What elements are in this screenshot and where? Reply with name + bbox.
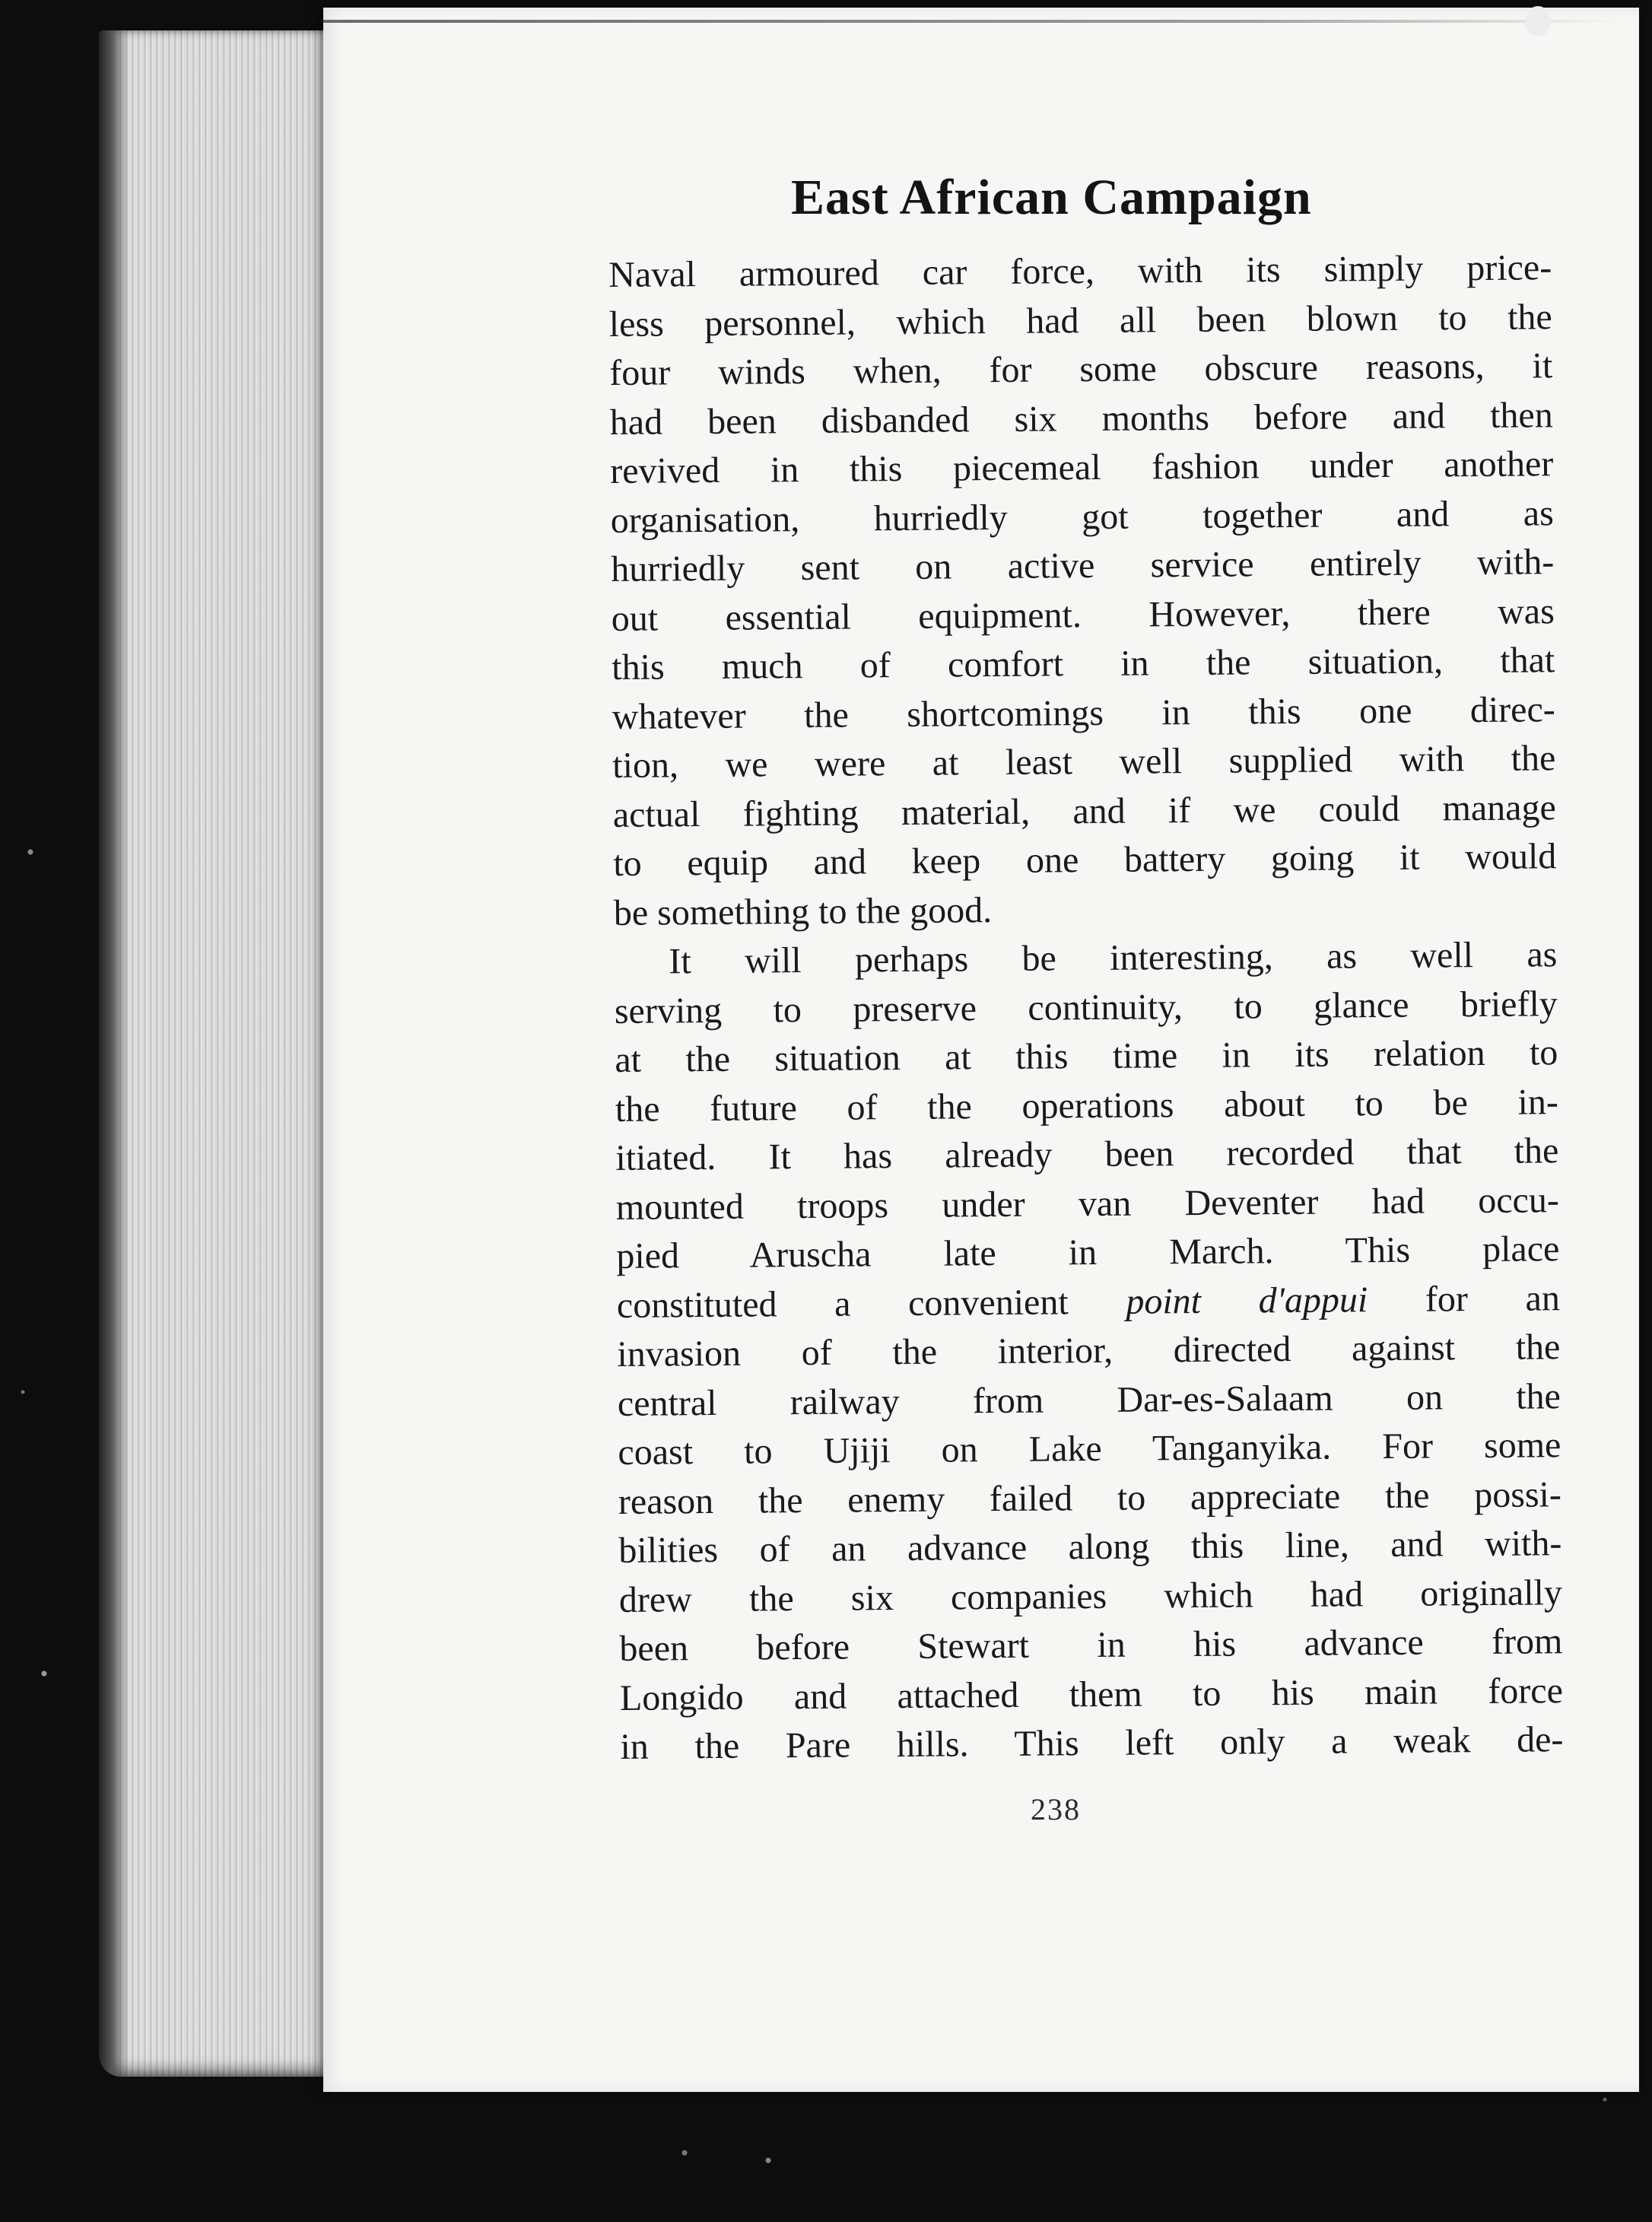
text-line: It will perhaps be interesting, as well as <box>669 934 1558 982</box>
text-line: whatever the shortcomings in this one direc- <box>612 688 1555 737</box>
text-line: at the situation at this time in its relation to <box>615 1032 1558 1080</box>
text-line: pied Aruscha late in March. This place <box>616 1229 1560 1276</box>
text-line: itiated. It has already been recorded that the <box>615 1130 1559 1178</box>
text-line: less personnel, which had all been blown to the <box>608 296 1552 345</box>
text-line: this much of comfort in the situation, that <box>612 640 1555 688</box>
text-line: Naval armoured car force, with its simply price- <box>608 247 1552 295</box>
text-line: four winds when, for some obscure reasons, it <box>609 345 1553 393</box>
text-line: hurriedly sent on active service entirely with- <box>611 542 1555 590</box>
running-head: East African Campaign <box>791 170 1312 225</box>
text-line: constituted a convenient point d'appui for an <box>616 1277 1561 1326</box>
text-line: coast to Ujiji on Lake Tanganyika. For some <box>618 1425 1561 1473</box>
text-line: reason the enemy failed to appreciate the possi- <box>618 1473 1562 1522</box>
paragraph-1 <box>608 243 1557 938</box>
text-line: revived in this piecemeal fashion under another <box>610 443 1554 491</box>
page-number: 238 <box>1031 1792 1081 1826</box>
text-line: actual fighting material, and if we could manage <box>612 787 1556 835</box>
text-line: out essential equipment. However, there was <box>611 590 1555 639</box>
page-top-edge <box>323 20 1616 23</box>
text-line: mounted troops under van Deventer had occu- <box>615 1179 1560 1228</box>
text-line: organisation, hurriedly got together and as <box>610 492 1554 541</box>
paper-blemish <box>1525 6 1551 37</box>
text-line: had been disbanded six months before and then <box>609 394 1553 443</box>
text-line: in the Pare hills. This left only a weak de- <box>620 1719 1564 1767</box>
text-line: been before Stewart in his advance from <box>619 1621 1563 1669</box>
text-line: the future of the operations about to be in- <box>615 1081 1559 1130</box>
text-line: central railway from Dar-es-Salaam on the <box>617 1375 1561 1424</box>
text-line: serving to preserve continuity, to glance briefly <box>614 983 1558 1032</box>
book-page-edges <box>99 30 327 2077</box>
text-line: drew the six companies which had originally <box>618 1572 1563 1620</box>
body-text <box>608 243 1564 1772</box>
text-line: be something to the good. <box>613 889 993 933</box>
text-line: tion, we were at least well supplied with the <box>612 738 1556 786</box>
text-line: to equip and keep one battery going it would <box>613 836 1557 884</box>
text-line: invasion of the interior, directed against the <box>617 1327 1561 1375</box>
paragraph-2 <box>614 930 1564 1772</box>
italic-phrase: point d'appui <box>1126 1279 1368 1322</box>
text-line: bilities of an advance along this line, and with- <box>618 1523 1562 1571</box>
text-line: Longido and attached them to his main force <box>619 1670 1564 1718</box>
